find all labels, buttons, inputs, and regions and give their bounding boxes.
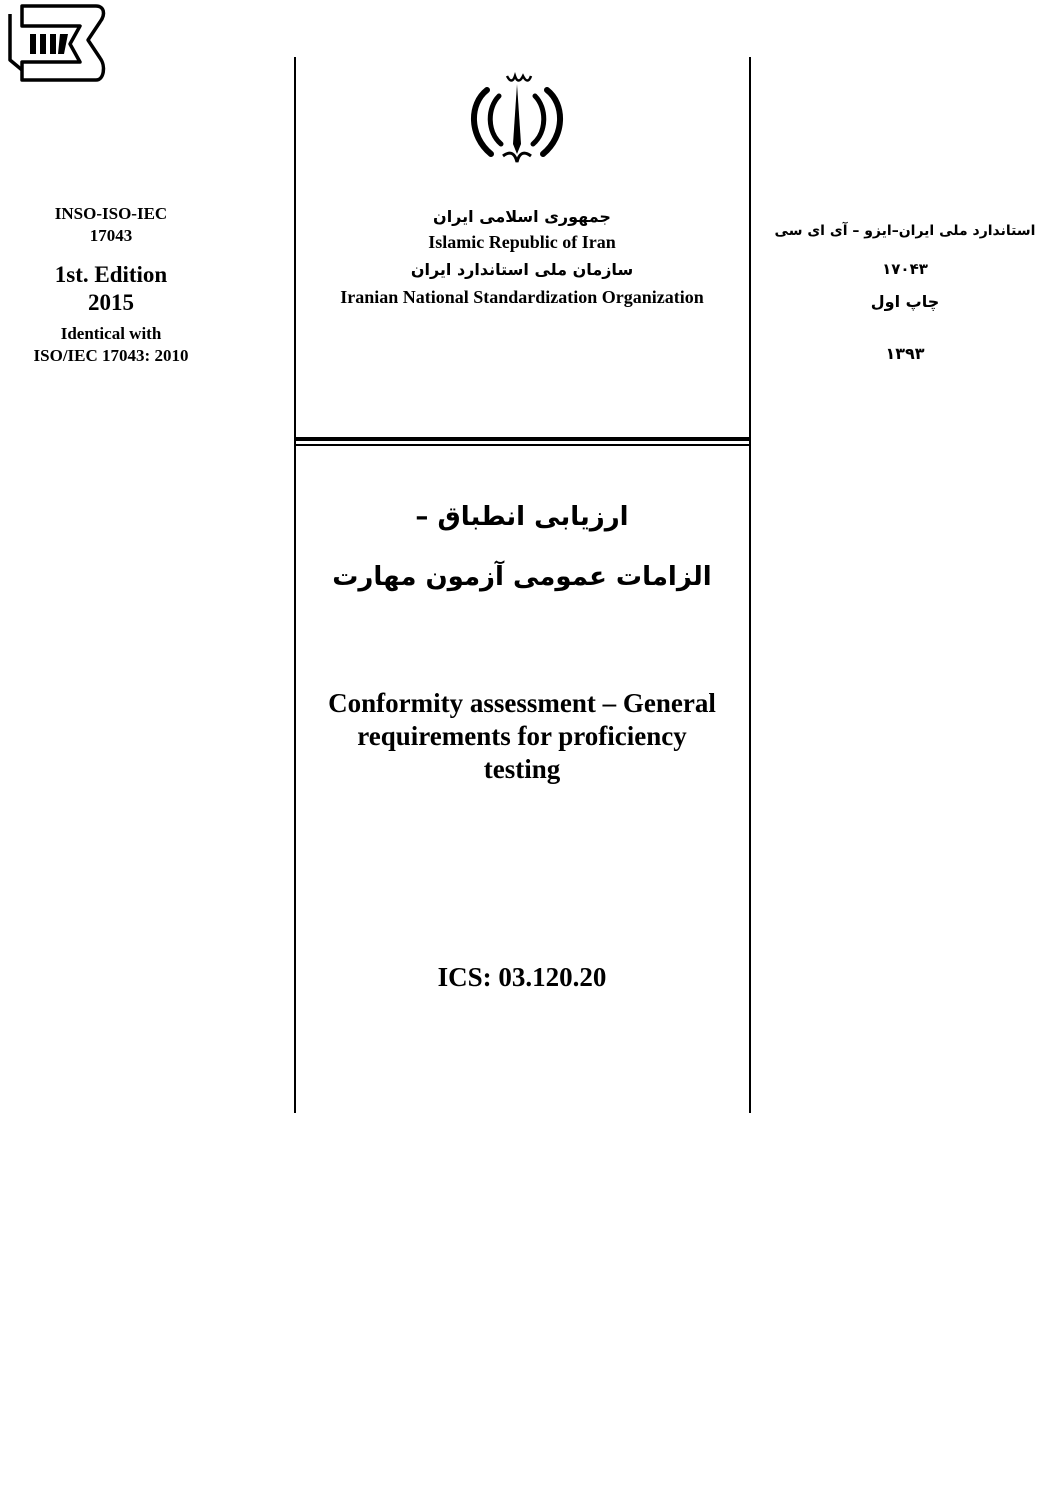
standard-number: 17043 <box>89 226 133 245</box>
header-rule-thin <box>294 444 750 446</box>
document-title-fa <box>296 494 748 600</box>
edition-year: 2015 <box>88 290 134 315</box>
organization-name-fa: سازمان ملی استاندارد ایران <box>410 260 634 279</box>
document-title-en-line3: testing <box>483 754 561 784</box>
edition-label: 1st. Edition <box>54 262 168 287</box>
edition-label-fa: چاپ اول <box>870 292 940 311</box>
column-divider-right <box>749 57 751 1113</box>
standard-code: INSO-ISO-IEC <box>54 204 168 223</box>
document-title-fa-line1: ارزیابی انطباق – <box>415 502 629 532</box>
isiri-logo-icon <box>0 0 108 86</box>
issuer-block <box>296 204 748 310</box>
country-name-en: Islamic Republic of Iran <box>428 232 616 252</box>
header-rule-thick <box>294 437 750 441</box>
standard-number-fa: ۱۷۰۴۳ <box>882 260 928 278</box>
identical-with-label: Identical with <box>60 324 162 343</box>
standard-title-fa: استاندارد ملی ایران–ایزو – آی ای سی <box>774 223 1036 239</box>
country-name-fa: جمهوری اسلامی ایران <box>433 207 611 226</box>
iso-reference: ISO/IEC 17043: 2010 <box>33 346 189 365</box>
iran-emblem-icon <box>463 70 571 166</box>
organization-name-en: Iranian National Standardization Organization <box>340 287 704 307</box>
document-title-en-line1: Conformity assessment – General <box>328 688 716 718</box>
document-title-en-line2: requirements for proficiency <box>357 721 687 751</box>
right-column <box>752 218 1058 368</box>
document-title-en <box>296 687 748 786</box>
ics-code: ICS: 03.120.20 <box>437 962 607 992</box>
document-title-fa-line2: الزامات عمومی آزمون مهارت <box>332 562 712 592</box>
left-column <box>0 203 222 367</box>
edition-year-fa: ۱۳۹۳ <box>885 344 925 363</box>
